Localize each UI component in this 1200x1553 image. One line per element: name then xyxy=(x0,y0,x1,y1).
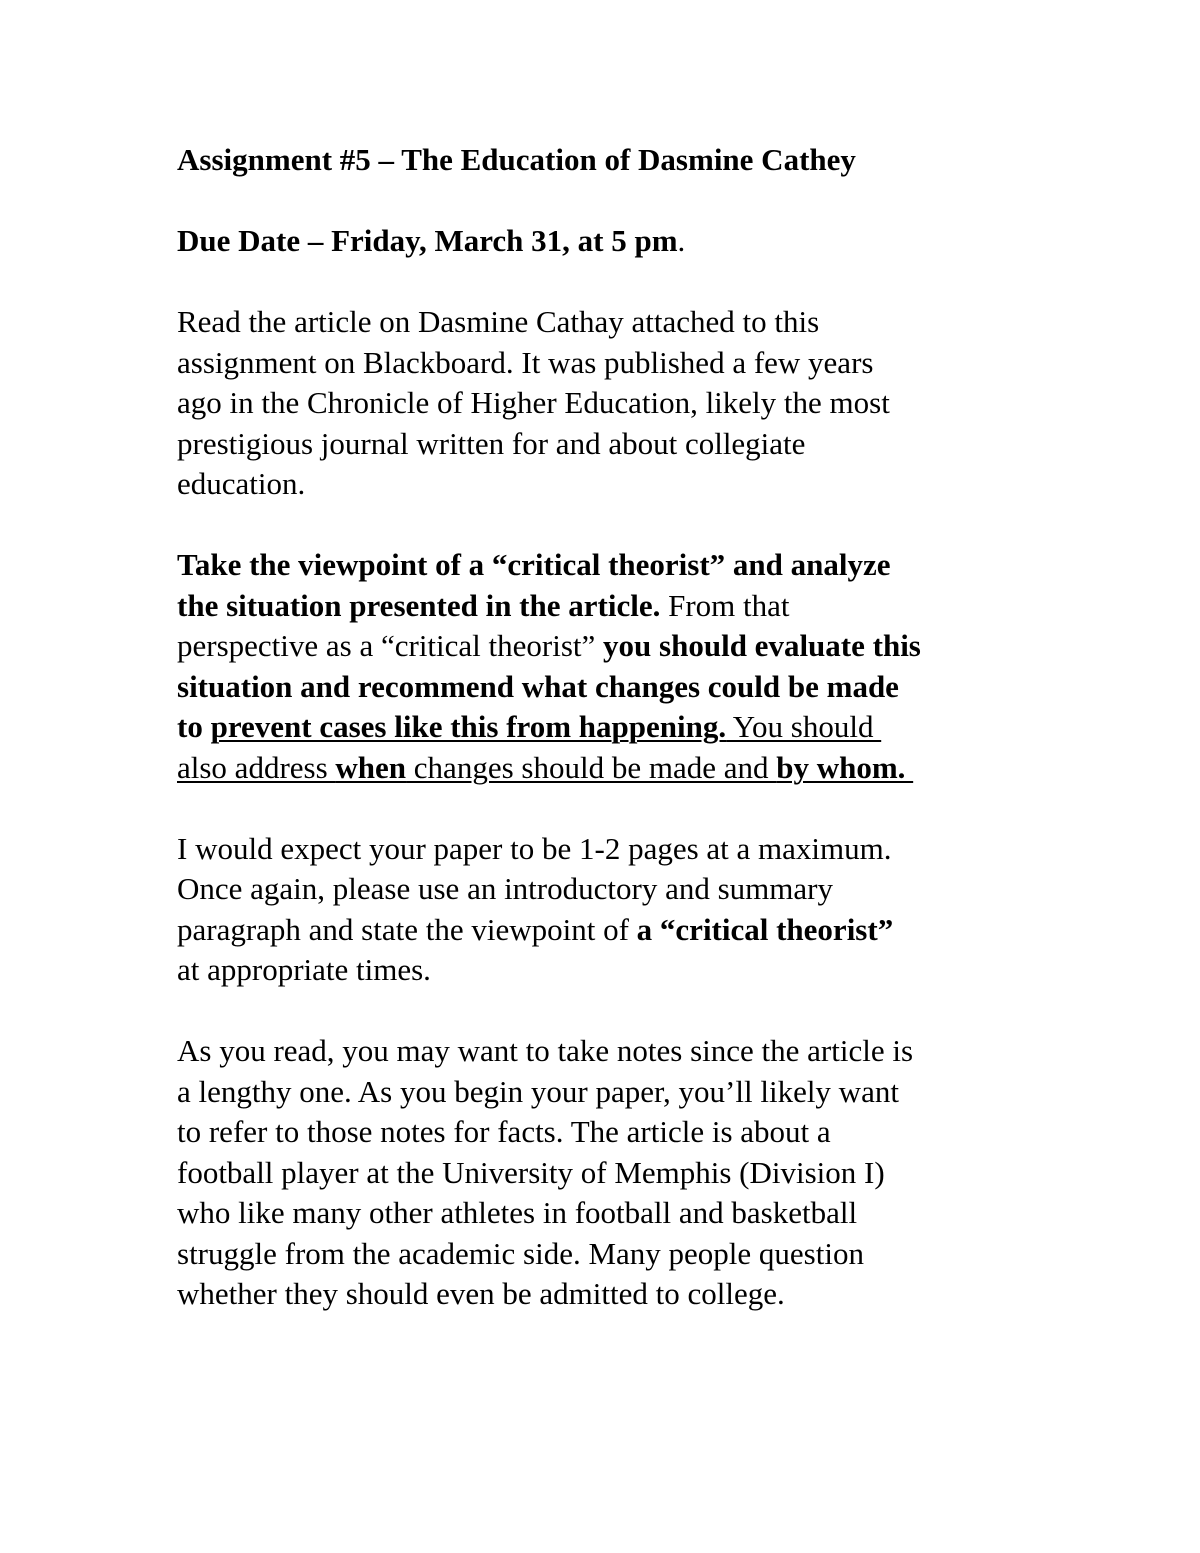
due-date xyxy=(177,221,1057,262)
paragraph-line xyxy=(177,910,1057,951)
task-text: From that xyxy=(660,587,790,623)
paragraph-line: prestigious journal written for and about collegiate xyxy=(177,425,806,461)
task-underlined-text: changes should be made and xyxy=(406,749,777,785)
paragraph-line: Once again, please use an introductory and summary xyxy=(177,871,833,906)
paragraph-line: who like many other athletes in football and basketball xyxy=(177,1195,858,1230)
spacer xyxy=(177,991,1057,1032)
paragraph-line: I would expect your paper to be 1-2 pages at a maximum. xyxy=(177,830,892,866)
assignment-title-text: Assignment #5 – The Education of Dasmine Cathey xyxy=(177,142,856,177)
paragraph-length xyxy=(177,829,1057,991)
paragraph-line xyxy=(177,545,1057,586)
task-bold-text: situation and recommend what changes could be made xyxy=(177,668,899,704)
paragraph-line xyxy=(177,586,1057,627)
paragraph-line: education. xyxy=(177,466,306,501)
paragraph-line: Read the article on Dasmine Cathay attached to this xyxy=(177,304,820,339)
assignment-title xyxy=(177,140,1057,181)
paragraph-line: assignment on Blackboard. It was published a few years xyxy=(177,344,874,380)
due-date-period: . xyxy=(677,223,686,258)
paragraph-line xyxy=(177,707,1057,748)
paragraph-line: at appropriate times. xyxy=(177,952,431,987)
task-underlined-text: You should xyxy=(726,709,882,744)
paragraph-line: a lengthy one. As you begin your paper, you’ll likely want xyxy=(177,1073,899,1109)
task-underlined-text: also address xyxy=(177,749,336,785)
length-text: paragraph and state the viewpoint of xyxy=(177,911,637,947)
paragraph-line: whether they should even be admitted to college. xyxy=(177,1276,785,1311)
due-date-text: Due Date – Friday, March 31, at 5 pm xyxy=(177,223,678,258)
paragraph-task xyxy=(177,545,1057,788)
paragraph-line: struggle from the academic side. Many people question xyxy=(177,1235,864,1271)
task-emphasis-text: by whom. xyxy=(776,749,914,785)
paragraph-line xyxy=(177,748,1057,789)
spacer xyxy=(177,505,1057,546)
paragraph-instructions xyxy=(177,302,1057,505)
task-emphasis-text: prevent cases like this from happening. xyxy=(210,709,727,744)
task-bold-text: to xyxy=(177,709,211,744)
task-bold-text: Take the viewpoint of a “critical theorist” and analyze xyxy=(177,547,891,582)
paragraph-line xyxy=(177,626,1057,667)
spacer xyxy=(177,262,1057,303)
paragraph-line: ago in the Chronicle of Higher Education, likely the most xyxy=(177,385,890,420)
paragraph-line: to refer to those notes for facts. The article is about a xyxy=(177,1114,831,1149)
paragraph-notes xyxy=(177,1031,1057,1315)
document-page xyxy=(177,140,1057,1315)
paragraph-line: As you read, you may want to take notes since the article is xyxy=(177,1033,914,1068)
task-text: perspective as a “critical theorist” xyxy=(177,628,604,663)
task-bold-text: the situation presented in the article. xyxy=(177,587,661,623)
task-bold-text: you should evaluate this xyxy=(603,628,921,663)
paragraph-line: football player at the University of Memphis (Division I) xyxy=(177,1154,885,1190)
task-emphasis-text: when xyxy=(335,749,407,785)
length-bold-text: a “critical theorist” xyxy=(636,911,894,947)
spacer xyxy=(177,788,1057,829)
paragraph-line xyxy=(177,667,1057,708)
spacer xyxy=(177,181,1057,222)
